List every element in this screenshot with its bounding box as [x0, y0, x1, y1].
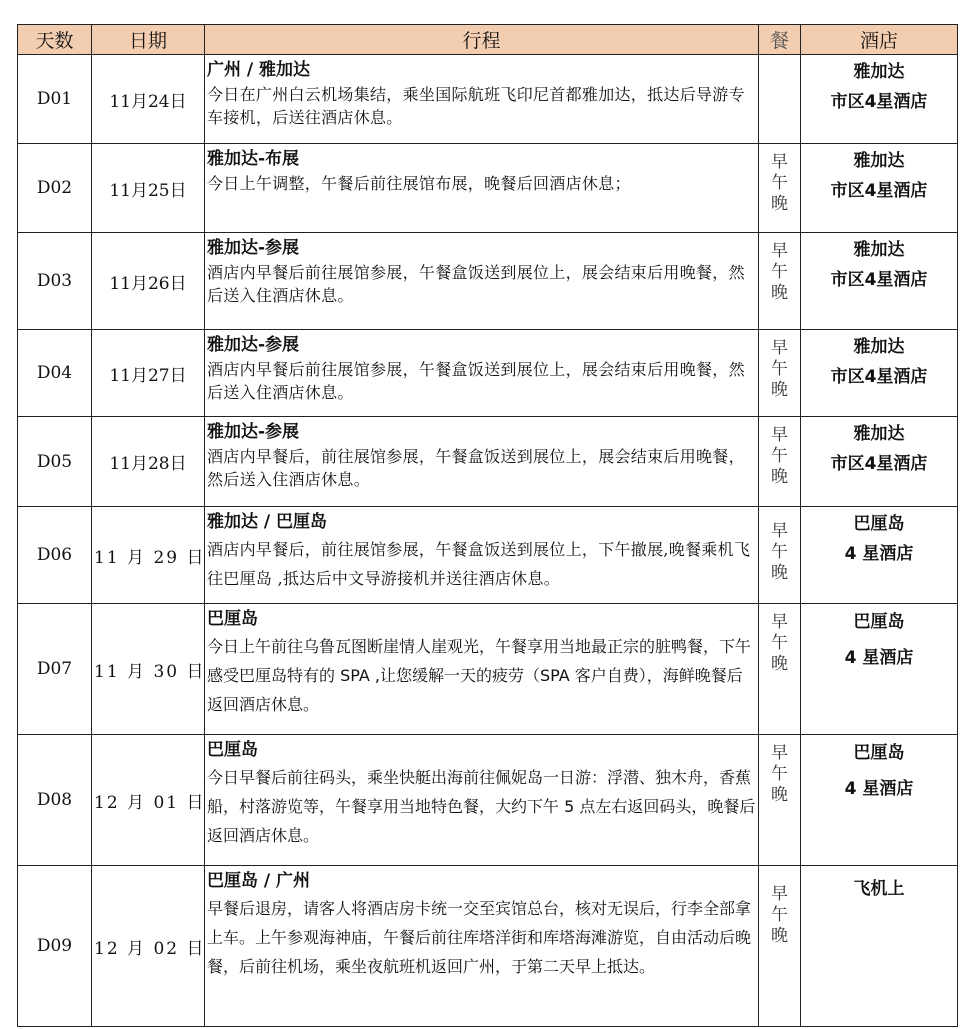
plan-cell	[205, 55, 759, 144]
meal-cell	[759, 417, 801, 507]
meal-lunch: 午	[771, 633, 788, 653]
table-row	[18, 735, 958, 866]
table-row	[18, 233, 958, 330]
table-row	[18, 417, 958, 507]
date-cell: 11月27日	[92, 330, 205, 417]
header-plan: 行程	[205, 25, 759, 55]
table-row	[18, 604, 958, 735]
plan-cell	[205, 144, 759, 233]
meal-dinner: 晚	[771, 467, 788, 487]
hotel-rating: 4 星酒店	[844, 779, 914, 799]
hotel-rating: 市区4星酒店	[830, 181, 928, 201]
date-cell: 11 月 29 日	[92, 507, 205, 604]
header-hotel: 酒店	[801, 25, 958, 55]
hotel-rating: 市区4星酒店	[830, 270, 928, 290]
meal-dinner: 晚	[771, 785, 788, 805]
meal-breakfast: 早	[771, 884, 788, 904]
meal-dinner: 晚	[771, 563, 788, 583]
table-row	[18, 55, 958, 144]
hotel-cell	[801, 604, 958, 735]
date-cell: 11月28日	[92, 417, 205, 507]
meal-lunch: 午	[771, 262, 788, 282]
day-cell: D04	[18, 330, 92, 417]
meal-dinner: 晚	[771, 283, 788, 303]
meal-breakfast: 早	[771, 612, 788, 632]
date-cell: 11月25日	[92, 144, 205, 233]
day-cell: D03	[18, 233, 92, 330]
hotel-city: 雅加达	[853, 240, 905, 260]
table-row	[18, 330, 958, 417]
table-row	[18, 507, 958, 604]
hotel-city: 巴厘岛	[853, 612, 905, 632]
plan-description: 今日在广州白云机场集结，乘坐国际航班飞印尼首都雅加达，抵达后导游专车接机，后送往酒店休息。	[207, 85, 745, 127]
date-cell: 12 月 01 日	[92, 735, 205, 866]
header-day: 天数	[18, 25, 92, 55]
meal-lunch: 午	[771, 359, 788, 379]
meal-cell	[759, 604, 801, 735]
day-cell: D07	[18, 604, 92, 735]
meal-dinner: 晚	[771, 654, 788, 674]
day-cell: D08	[18, 735, 92, 866]
table-header	[18, 25, 958, 55]
meal-lunch: 午	[771, 542, 788, 562]
table-row	[18, 144, 958, 233]
meal-dinner: 晚	[771, 194, 788, 214]
hotel-rating: 市区4星酒店	[830, 92, 928, 112]
meal-breakfast: 早	[771, 425, 788, 445]
day-cell: D05	[18, 417, 92, 507]
plan-title: 雅加达-参展	[207, 422, 300, 442]
header-meal: 餐	[759, 25, 801, 55]
date-cell: 11 月 30 日	[92, 604, 205, 735]
plan-cell	[205, 866, 759, 1027]
hotel-city: 巴厘岛	[853, 514, 905, 534]
meal-cell	[759, 55, 801, 144]
plan-title: 巴厘岛 / 广州	[207, 871, 311, 891]
hotel-city: 巴厘岛	[853, 743, 905, 763]
plan-description: 酒店内早餐后，前往展馆参展，午餐盒饭送到展位上，展会结束后用晚餐，然后送入住酒店休息。	[207, 447, 745, 489]
plan-title: 巴厘岛	[207, 740, 258, 760]
hotel-cell	[801, 417, 958, 507]
hotel-cell	[801, 507, 958, 604]
plan-cell	[205, 417, 759, 507]
meal-cell	[759, 735, 801, 866]
day-cell: D02	[18, 144, 92, 233]
hotel-rating: 市区4星酒店	[830, 454, 928, 474]
plan-description: 酒店内早餐后前往展馆参展，午餐盒饭送到展位上，展会结束后用晚餐，然后送入住酒店休息。	[207, 360, 745, 402]
date-cell: 12 月 02 日	[92, 866, 205, 1027]
hotel-city: 雅加达	[853, 62, 905, 82]
hotel-cell	[801, 866, 958, 1027]
plan-title: 雅加达-参展	[207, 238, 300, 258]
meal-dinner: 晚	[771, 926, 788, 946]
plan-title: 巴厘岛	[207, 609, 258, 629]
meal-breakfast: 早	[771, 521, 788, 541]
plan-cell	[205, 233, 759, 330]
hotel-city: 飞机上	[853, 879, 905, 899]
meal-breakfast: 早	[771, 152, 788, 172]
hotel-cell	[801, 735, 958, 866]
hotel-cell	[801, 55, 958, 144]
meal-dinner: 晚	[771, 380, 788, 400]
plan-cell	[205, 735, 759, 866]
meal-lunch: 午	[771, 173, 788, 193]
meal-lunch: 午	[771, 446, 788, 466]
plan-description: 今日上午调整，午餐后前往展馆布展，晚餐后回酒店休息；	[207, 174, 631, 193]
date-cell: 11月26日	[92, 233, 205, 330]
hotel-rating: 4 星酒店	[844, 544, 914, 564]
meal-breakfast: 早	[771, 743, 788, 763]
hotel-cell	[801, 144, 958, 233]
plan-title: 广州 / 雅加达	[207, 60, 311, 80]
plan-description: 酒店内早餐后前往展馆参展，午餐盒饭送到展位上，展会结束后用晚餐，然后送入住酒店休息。	[207, 263, 745, 305]
hotel-city: 雅加达	[853, 337, 905, 357]
plan-title: 雅加达 / 巴厘岛	[207, 512, 328, 532]
plan-title: 雅加达-参展	[207, 335, 300, 355]
hotel-cell	[801, 330, 958, 417]
hotel-cell	[801, 233, 958, 330]
table-row	[18, 866, 958, 1027]
plan-cell	[205, 330, 759, 417]
plan-title: 雅加达-布展	[207, 149, 300, 169]
itinerary-table	[17, 24, 958, 1027]
header-date: 日期	[92, 25, 205, 55]
meal-lunch: 午	[771, 764, 788, 784]
meal-cell	[759, 507, 801, 604]
plan-cell	[205, 604, 759, 735]
meal-cell	[759, 144, 801, 233]
plan-description: 早餐后退房，请客人将酒店房卡统一交至宾馆总台，核对无误后，行李全部拿上车。上午参观海神庙，午餐后前往库塔洋街和库塔海滩游览，自由活动后晚餐，后前往机场，乘坐夜航班机返回广州，于第二天早上抵达。	[207, 899, 752, 976]
meal-cell	[759, 866, 801, 1027]
hotel-rating: 4 星酒店	[844, 648, 914, 668]
meal-cell	[759, 330, 801, 417]
hotel-city: 雅加达	[853, 151, 905, 171]
hotel-city: 雅加达	[853, 424, 905, 444]
meal-breakfast: 早	[771, 241, 788, 261]
date-cell: 11月24日	[92, 55, 205, 144]
plan-cell	[205, 507, 759, 604]
meal-breakfast: 早	[771, 338, 788, 358]
plan-description: 今日早餐后前往码头，乘坐快艇出海前往佩妮岛一日游：浮潜、独木舟，香蕉船，村落游览等，午餐享用当地特色餐，大约下午 5 点左右返回码头，晚餐后返回酒店休息。	[207, 768, 756, 845]
day-cell: D09	[18, 866, 92, 1027]
day-cell: D01	[18, 55, 92, 144]
plan-description: 酒店内早餐后，前往展馆参展，午餐盒饭送到展位上，下午撤展,晚餐乘机飞往巴厘岛 ,抵达后中文导游接机并送往酒店休息。	[207, 540, 751, 588]
meal-cell	[759, 233, 801, 330]
plan-description: 今日上午前往乌鲁瓦图断崖情人崖观光，午餐享用当地最正宗的脏鸭餐，下午感受巴厘岛特有的 SPA ,让您缓解一天的疲劳（SPA 客户自费），海鲜晚餐后返回酒店休息。	[207, 637, 752, 714]
day-cell: D06	[18, 507, 92, 604]
hotel-rating: 市区4星酒店	[830, 367, 928, 387]
meal-lunch: 午	[771, 905, 788, 925]
